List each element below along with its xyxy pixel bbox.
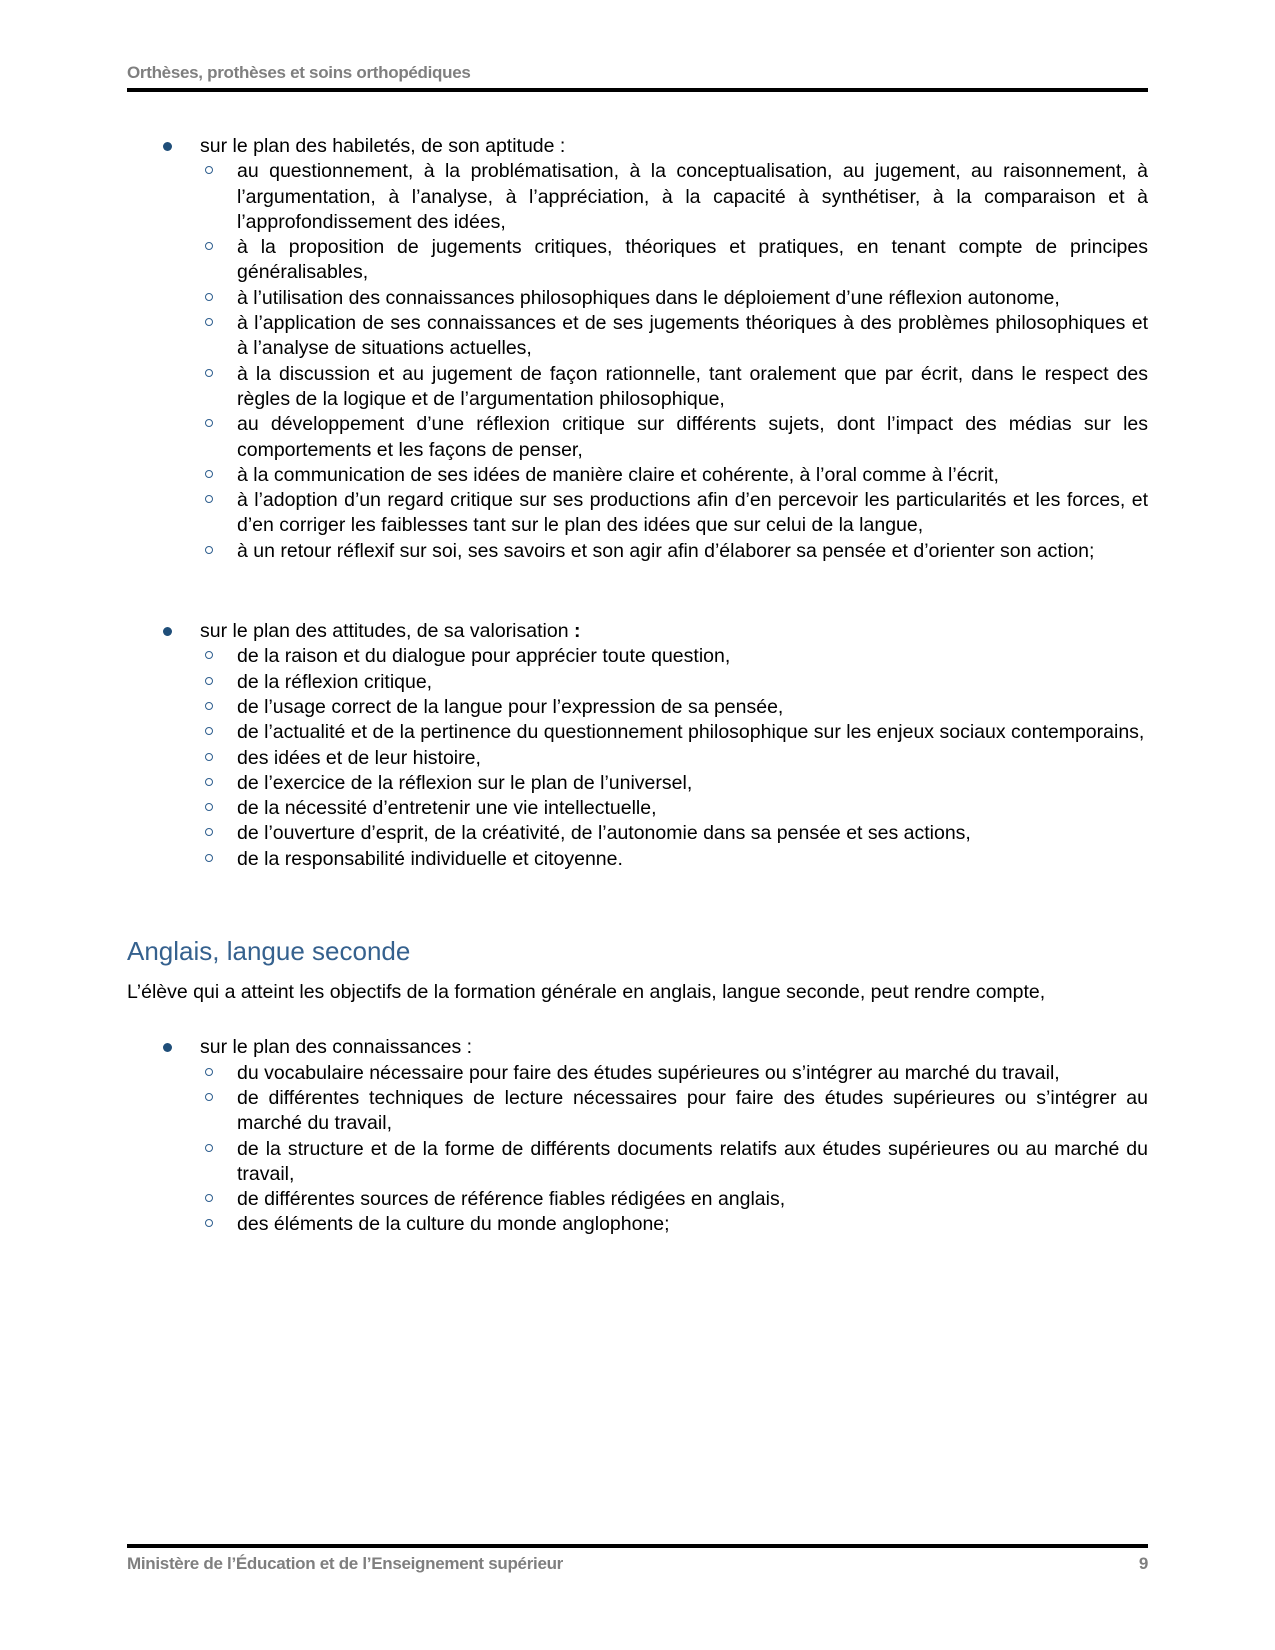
sub-list-item-text: de la réflexion critique,: [237, 670, 433, 693]
sub-list-item: [200, 746, 1148, 771]
open-circle-bullet-icon: [205, 369, 213, 377]
sub-list-item: [200, 771, 1148, 796]
page-footer: [127, 1544, 1148, 1574]
sub-list-item-text: de différentes sources de référence fiables rédigées en anglais,: [237, 1188, 786, 1211]
sub-list-item-text: des éléments de la culture du monde anglophone;: [237, 1213, 670, 1236]
sub-bullet-list: [200, 1061, 1148, 1238]
sub-list-item-text: de l’usage correct de la langue pour l’expression de sa pensée,: [237, 695, 784, 718]
sub-list-item: [200, 695, 1148, 720]
sub-list-item: [200, 1212, 1148, 1237]
open-circle-bullet-icon: [205, 753, 213, 761]
filled-disc-bullet-icon: [163, 1043, 172, 1052]
open-circle-bullet-icon: [205, 803, 213, 811]
sub-list-item-text: à l’adoption d’un regard critique sur ses productions afin d’en percevoir les particularités et les forces, et d’en corriger les faiblesses tant sur le plan des idées que sur celui de la langue,: [237, 489, 1148, 537]
list-item-label-text: sur le plan des habiletés, de son aptitude :: [200, 135, 566, 157]
sub-list-item: [200, 1187, 1148, 1212]
sub-list-item-text: à la proposition de jugements critiques, théoriques et pratiques, en tenant compte de principes généralisables,: [237, 236, 1148, 284]
sub-list-item-text: du vocabulaire nécessaire pour faire des études supérieures ou s’intégrer au marché du travail,: [237, 1061, 1060, 1084]
open-circle-bullet-icon: [205, 166, 213, 174]
sub-list-item-text: de la raison et du dialogue pour apprécier toute question,: [237, 645, 731, 668]
sub-list-item: [200, 539, 1148, 564]
open-circle-bullet-icon: [205, 318, 213, 326]
open-circle-bullet-icon: [205, 495, 213, 503]
open-circle-bullet-icon: [205, 242, 213, 250]
section-heading: Anglais, langue seconde: [127, 936, 411, 967]
sub-list-item: [200, 286, 1148, 311]
sub-list-item: [200, 670, 1148, 695]
open-circle-bullet-icon: [205, 677, 213, 685]
open-circle-bullet-icon: [205, 651, 213, 659]
sub-list-item-text: des idées et de leur histoire,: [237, 746, 481, 769]
running-header-title: Orthèses, prothèses et soins orthopédiques: [127, 63, 1148, 92]
sub-list-item-text: au questionnement, à la problématisation, à la conceptualisation, au jugement, au raisonnement, à l’argumentation, à l’analyse, à l’appréciation, à la capacité à synthétiser, à la comparaison et à l’approfondissement des idées,: [237, 160, 1148, 233]
list-item-label: [200, 619, 1148, 644]
sub-list-item-text: de la responsabilité individuelle et citoyenne.: [237, 847, 623, 870]
list-item-label-text: sur le plan des attitudes, de sa valorisation: [200, 620, 569, 643]
sub-list-item-text: de différentes techniques de lecture nécessaires pour faire des études supérieures ou s’intégrer au marché du travail,: [237, 1086, 1148, 1135]
list-item-label-bold-suffix: :: [568, 620, 581, 643]
bullet-list: [127, 134, 1148, 872]
list-item-label: [200, 134, 1148, 159]
sub-list-item: [200, 1086, 1148, 1137]
open-circle-bullet-icon: [205, 778, 213, 786]
sub-list-item: [200, 821, 1148, 846]
bullet-list: [127, 1035, 1148, 1237]
open-circle-bullet-icon: [205, 546, 213, 554]
sub-list-item: [200, 463, 1148, 488]
sub-list-item: [200, 235, 1148, 286]
sub-list-item: [200, 796, 1148, 821]
sub-list-item: [200, 362, 1148, 413]
sub-list-item-text: de l’ouverture d’esprit, de la créativité, de l’autonomie dans sa pensée et ses actions,: [237, 822, 971, 845]
sub-list-item-text: au développement d’une réflexion critique sur différents sujets, dont l’impact des médias sur les comportements et les façons de penser,: [237, 413, 1148, 461]
sub-list-item: [200, 720, 1148, 745]
open-circle-bullet-icon: [205, 1144, 213, 1152]
open-circle-bullet-icon: [205, 1194, 213, 1202]
open-circle-bullet-icon: [205, 1219, 213, 1227]
open-circle-bullet-icon: [205, 419, 213, 427]
sub-list-item: [200, 412, 1148, 463]
page-header: [127, 0, 1148, 92]
paragraph: L’élève qui a atteint les objectifs de la formation générale en anglais, langue seconde, peut rendre compte,: [127, 981, 1046, 1004]
open-circle-bullet-icon: [205, 293, 213, 301]
open-circle-bullet-icon: [205, 1068, 213, 1076]
sub-list-item: [200, 311, 1148, 362]
sub-list-item: [200, 488, 1148, 539]
sub-list-item: [200, 1137, 1148, 1188]
sub-list-item: [200, 644, 1148, 669]
list-item: [127, 619, 1148, 872]
sub-list-item-text: de la structure et de la forme de différents documents relatifs aux études supérieures ou au marché du travail,: [237, 1137, 1148, 1185]
filled-disc-bullet-icon: [163, 627, 172, 636]
sub-list-item: [200, 847, 1148, 872]
list-item-label-text: sur le plan des connaissances :: [200, 1036, 473, 1059]
open-circle-bullet-icon: [205, 727, 213, 735]
document-body: [127, 95, 1148, 1238]
open-circle-bullet-icon: [205, 854, 213, 862]
open-circle-bullet-icon: [205, 470, 213, 478]
footer-ministry-label: Ministère de l’Éducation et de l’Enseignement supérieur: [127, 1554, 563, 1573]
sub-list-item: [200, 159, 1148, 235]
sub-list-item-text: à l’application de ses connaissances et de ses jugements théoriques à des problèmes philosophiques et à l’analyse de situations actuelles,: [237, 312, 1148, 360]
open-circle-bullet-icon: [205, 1093, 213, 1101]
page-number: 9: [1138, 1554, 1148, 1573]
sub-list-item-text: de l’exercice de la réflexion sur le plan de l’universel,: [237, 771, 693, 794]
sub-list-item-text: à un retour réflexif sur soi, ses savoirs et son agir afin d’élaborer sa pensée et d’orienter son action;: [237, 539, 1095, 562]
sub-list-item-text: à la discussion et au jugement de façon rationnelle, tant oralement que par écrit, dans le respect des règles de la logique et de l’argumentation philosophique,: [237, 362, 1148, 410]
sub-bullet-list: [200, 644, 1148, 872]
list-item: [127, 134, 1148, 564]
sub-list-item-text: à l’utilisation des connaissances philosophiques dans le déploiement d’une réflexion autonome,: [237, 286, 1060, 309]
sub-bullet-list: [200, 159, 1148, 564]
list-item: [127, 1035, 1148, 1237]
sub-list-item-text: à la communication de ses idées de manière claire et cohérente, à l’oral comme à l’écrit,: [237, 463, 999, 486]
list-item-label: [200, 1035, 1148, 1060]
open-circle-bullet-icon: [205, 828, 213, 836]
filled-disc-bullet-icon: [163, 142, 172, 151]
open-circle-bullet-icon: [205, 702, 213, 710]
sub-list-item: [200, 1061, 1148, 1086]
sub-list-item-text: de l’actualité et de la pertinence du questionnement philosophique sur les enjeux sociaux contemporains,: [237, 721, 1145, 744]
sub-list-item-text: de la nécessité d’entretenir une vie intellectuelle,: [237, 797, 657, 820]
